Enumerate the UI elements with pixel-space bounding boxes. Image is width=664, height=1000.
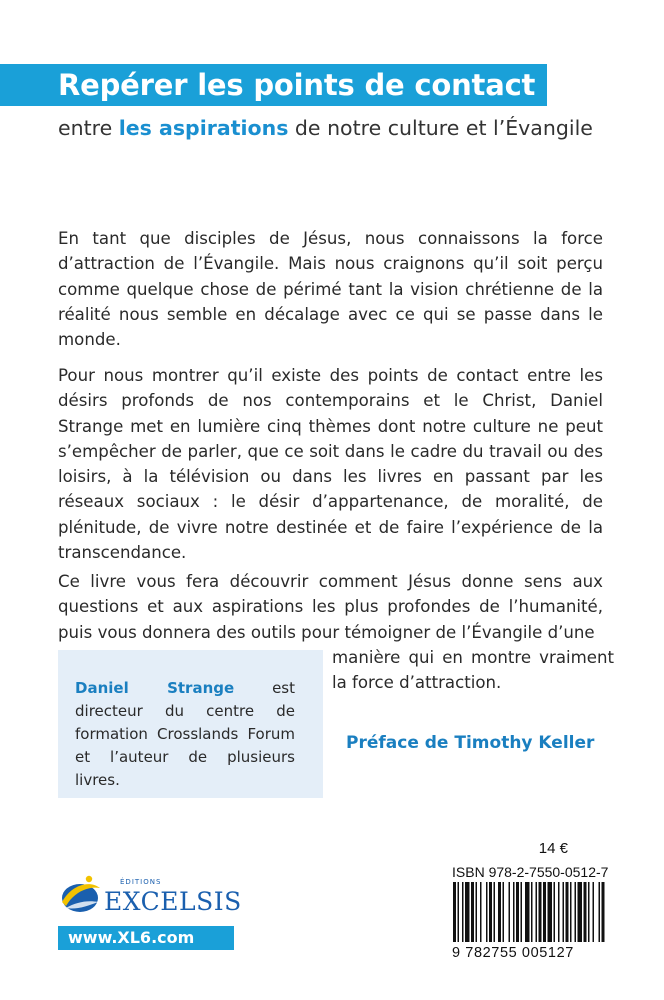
barcode-bar: [486, 882, 488, 942]
isbn: ISBN 978-2-7550-0512-7: [452, 864, 609, 880]
barcode-bar: [458, 882, 460, 942]
globe-swoosh-icon: [62, 876, 100, 912]
author-bio: [75, 677, 295, 792]
barcode-bar: [570, 882, 572, 942]
author-bio-text: est directeur du centre de formation Crosslands Forum et l’auteur de plusieurs livres.: [75, 679, 295, 789]
barcode-bar: [465, 882, 470, 942]
book-subtitle: [58, 116, 593, 140]
barcode-bar: [480, 882, 482, 942]
barcode-bar: [476, 882, 478, 942]
barcode-bar: [584, 882, 587, 942]
barcode-bar: [453, 882, 456, 942]
barcode-bar: [566, 882, 569, 942]
preface-credit: Préface de Timothy Keller: [346, 733, 595, 753]
barcode-bars: [449, 882, 609, 944]
barcode-bar: [543, 882, 546, 942]
author-name: Daniel Strange: [75, 679, 235, 697]
barcode-bar: [513, 882, 515, 942]
subtitle-highlight: les aspirations: [118, 116, 289, 140]
barcode-bar: [494, 882, 496, 942]
barcode-bar: [599, 882, 601, 942]
barcode-bar: [554, 882, 556, 942]
barcode-bar: [558, 882, 560, 942]
barcode-bar: [509, 882, 511, 942]
barcode-bar: [548, 882, 553, 942]
website-link[interactable]: www.XL6.com: [68, 928, 195, 947]
barcode-bar: [575, 882, 577, 942]
price: 14 €: [538, 840, 568, 857]
barcode-bar: [521, 882, 523, 942]
barcode-bar: [489, 882, 492, 942]
barcode-bar: [525, 882, 530, 942]
barcode-bar: [531, 882, 533, 942]
blurb-paragraph-1: En tant que disciples de Jésus, nous connaissons la force d’attraction de l’Évangile. Mais nous craignons qu’il soit perçu comme quelque chose de périmé tant la vision chrétienne de la réalité nous semble en décalage avec ce qui se passe dans le monde.: [58, 229, 603, 350]
book-title: Repérer les points de contact: [58, 68, 536, 102]
barcode-bar: [539, 882, 542, 942]
barcode-bar: [536, 882, 538, 942]
publisher-logo: [58, 872, 243, 918]
barcode-bar: [503, 882, 505, 942]
barcode-bar: [498, 882, 501, 942]
logo-small-text: ÉDITIONS: [120, 878, 162, 886]
logo-name-text: EXCELSIS: [104, 887, 242, 916]
barcode-bar: [516, 882, 519, 942]
barcode-bar: [593, 882, 595, 942]
blurb-paragraph-2: Pour nous montrer qu’il existe des points de contact entre les désirs profonds de nos contemporains et le Christ, Daniel Strange met en lumière cinq thèmes dont notre culture ne peut s’empêcher de parler, que ce soit dans le cadre du travail ou des loisirs, à la télévision ou dans les livres en passant par les réseaux sociaux : le désir d’appartenance, de moralité, de plénitude, de vivre notre destinée et de faire l’expérience de la transcendance.: [58, 366, 603, 563]
subtitle-start: entre: [58, 116, 119, 140]
barcode-bar: [462, 882, 464, 942]
barcode-bar: [588, 882, 590, 942]
barcode-bar: [563, 882, 565, 942]
blurb-paragraph-3: Ce livre vous fera découvrir comment Jésus donne sens aux questions et aux aspirations les plus profondes de l’humanité, puis vous donnera des outils pour témoigner de l’Évangile d’une: [58, 572, 603, 642]
blurb-paragraph-3-end: manière qui en montre vraiment la force d’attraction.: [332, 648, 614, 693]
subtitle-end: de notre culture et l’Évangile: [288, 116, 593, 140]
barcode-digits: 9 782755 005127: [452, 945, 574, 961]
barcode-bar: [471, 882, 474, 942]
barcode-bar: [602, 882, 605, 942]
barcode-bar: [578, 882, 583, 942]
